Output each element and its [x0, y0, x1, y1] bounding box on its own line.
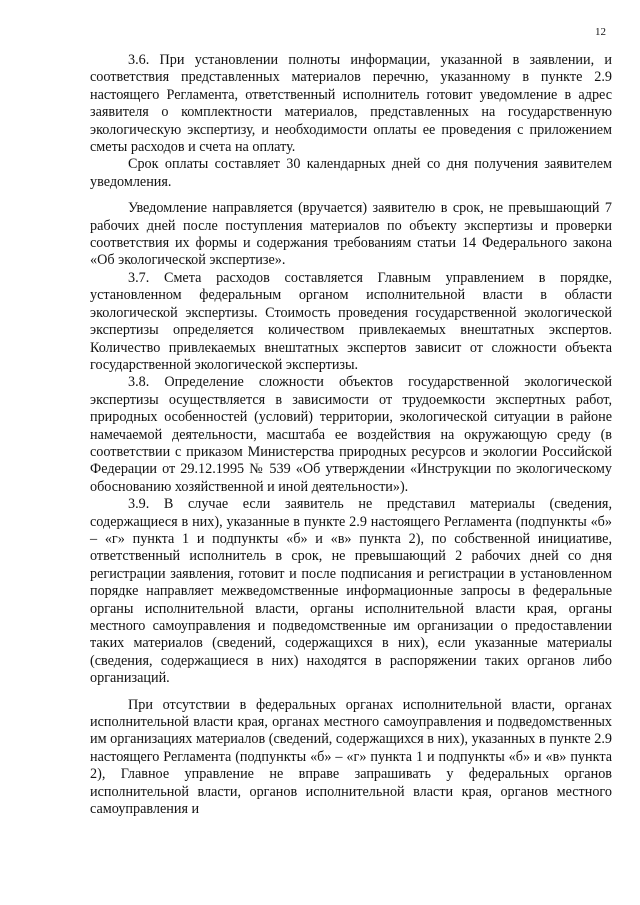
- paragraph-notification: Уведомление направляется (вручается) заявителю в срок, не превышающий 7 рабочих дней после поступления материалов по объекту экспертизы и проверки соответствия их формы и содержания требованиям статьи 14 Федерального закона «Об экологической экспертизе».: [90, 200, 612, 269]
- paragraph-3-7: 3.7. Смета расходов составляется Главным управлением в порядке, установленном федеральным органом исполнительной власти в области экологической экспертизы. Стоимость проведения государственной экологической экспертизы определяется количеством привлекаемых внештатных экспертов. Количество привлекаемых внештатных экспертов зависит от сложности объекта государственной экологической экспертизы.: [90, 269, 612, 373]
- paragraph-absence-of-materials: При отсутствии в федеральных органах исполнительной власти, органах исполнительной власти края, органах местного самоуправления и подведомственных им организациях материалов (сведений, содержащихся в них), указанных в пункте 2.9 настоящего Регламента (подпункты «б» – «г» пункта 1 и подпункты «б» и «в» пункта 2), Главное управление не вправе запрашивать у федеральных органов исполнительной власти, органов исполнительной власти края, органов местного самоуправления и: [90, 696, 612, 818]
- page-number: 12: [595, 26, 606, 38]
- paragraph-3-9: 3.9. В случае если заявитель не представил материалы (сведения, содержащиеся в них), указанные в пункте 2.9 настоящего Регламента (подпункты «б» – «г» пункта 1 и подпункты «б» и «в» пункта 2), по собственной инициативе, ответственный исполнитель в срок, не превышающий 2 рабочих дней со дня регистрации заявления, готовит и после подписания и регистрации в установленном порядке направляет межведомственные информационные запросы в федеральные органы исполнительной власти, органы исполнительной власти края, органы местного самоуправления и подведомственные им организации о предоставлении таких материалов (сведений, содержащихся в них), если указанные материалы (сведения, содержащиеся в них) находятся в распоряжении таких органов либо организаций.: [90, 496, 612, 687]
- paragraph-3-6: 3.6. При установлении полноты информации, указанной в заявлении, и соответствия представленных материалов перечню, указанному в пункте 2.9 настоящего Регламента, ответственный исполнитель готовит уведомление в адрес заявителя о комплектности материалов, представленных на государственную экологическую экспертизу, и необходимости оплаты ее проведения с приложением сметы расходов и счета на оплату.: [90, 52, 612, 156]
- document-body: [90, 52, 612, 818]
- paragraph-3-8: 3.8. Определение сложности объектов государственной экологической экспертизы осуществляется в зависимости от трудоемкости экспертных работ, природных особенностей (условий) территории, экологической ситуации в районе намечаемой деятельности, масштаба ее воздействия на окружающую среду (в соответствии с приказом Министерства природных ресурсов и экологии Российской Федерации от 29.12.1995 № 539 «Об утверждении «Инструкции по экологическому обоснованию хозяйственной и иной деятельности»).: [90, 374, 612, 495]
- paragraph-payment-term: Срок оплаты составляет 30 календарных дней со дня получения заявителем уведомления.: [90, 156, 612, 190]
